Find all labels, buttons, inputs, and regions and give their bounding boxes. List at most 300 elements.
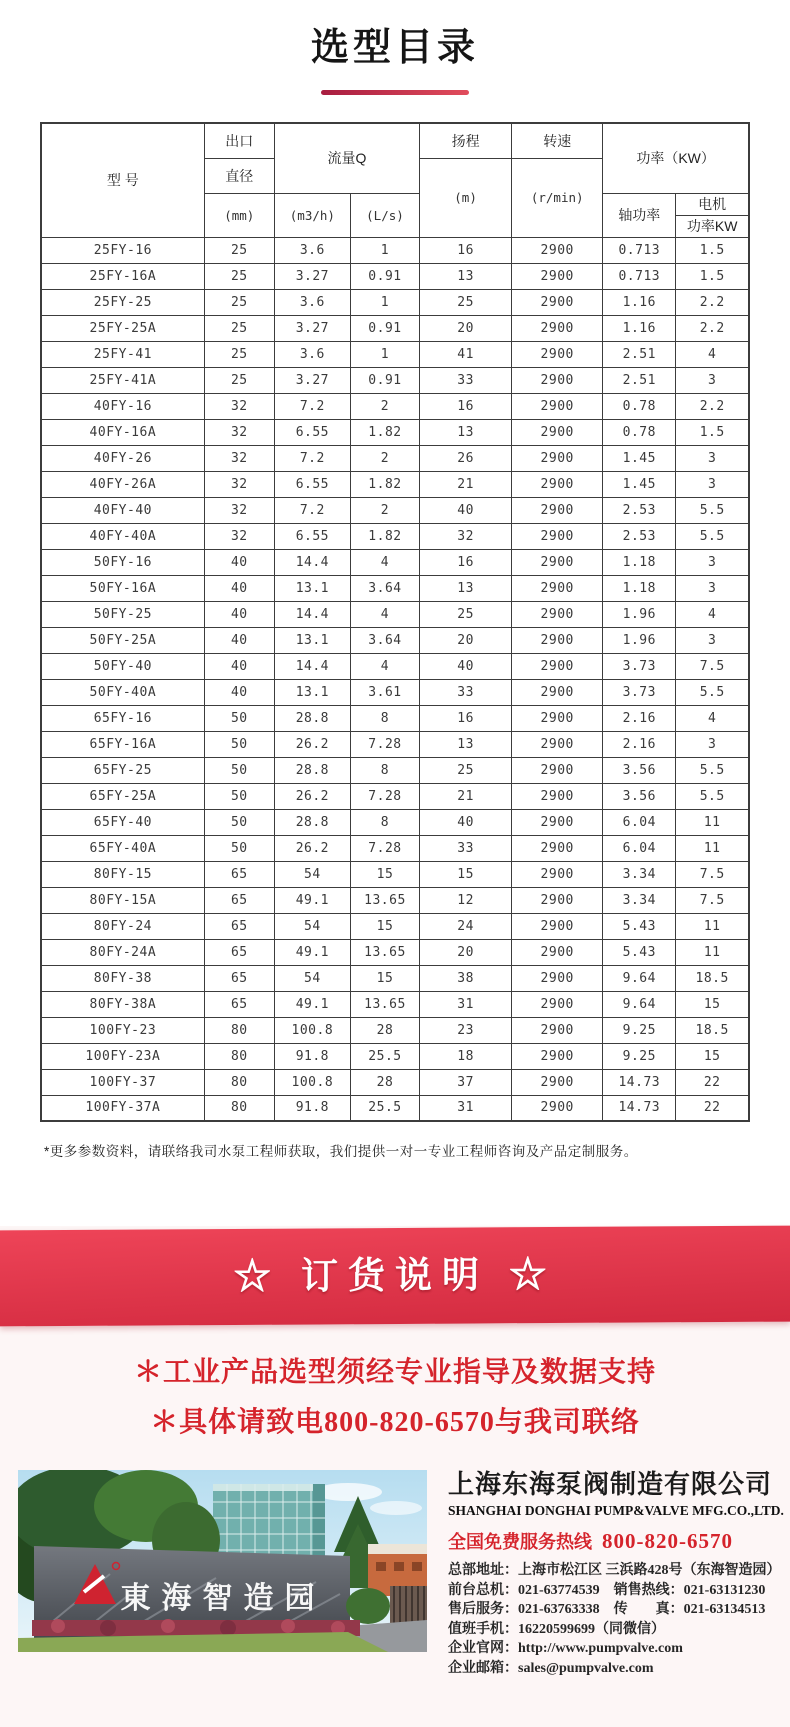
table-cell: 2900 (512, 1017, 603, 1043)
table-row (41, 601, 749, 627)
table-cell: 3.64 (350, 575, 419, 601)
table-cell: 9.25 (603, 1017, 676, 1043)
table-cell: 4 (350, 601, 419, 627)
table-cell: 3 (676, 731, 749, 757)
table-cell: 15 (420, 861, 512, 887)
table-cell: 1.96 (603, 627, 676, 653)
table-cell: 22 (676, 1095, 749, 1121)
table-cell: 38 (420, 965, 512, 991)
table-cell: 65 (204, 965, 274, 991)
table-cell: 2900 (512, 601, 603, 627)
table-cell: 32 (420, 523, 512, 549)
table-cell: 7.2 (274, 497, 350, 523)
table-row (41, 627, 749, 653)
table-cell: 18.5 (676, 965, 749, 991)
table-cell: 50FY-40 (41, 653, 204, 679)
company-name-en: SHANGHAI DONGHAI PUMP&VALVE MFG.CO.,LTD. (448, 1503, 784, 1518)
table-row (41, 549, 749, 575)
order-banner-title: ☆ 订货说明 ☆ (233, 1254, 557, 1297)
hotline-number: 800-820-6570 (602, 1529, 733, 1553)
table-row (41, 887, 749, 913)
table-cell: 65FY-40A (41, 835, 204, 861)
table-cell: 2900 (512, 705, 603, 731)
table-cell: 1.82 (350, 523, 419, 549)
col-header-flow: 流量Q (274, 123, 419, 193)
table-cell: 1.16 (603, 315, 676, 341)
table-cell: 2900 (512, 497, 603, 523)
table-cell: 50FY-16A (41, 575, 204, 601)
table-cell: 2 (350, 497, 419, 523)
table-row (41, 1069, 749, 1095)
table-row (41, 1017, 749, 1043)
table-cell: 50 (204, 835, 274, 861)
table-cell: 100FY-23 (41, 1017, 204, 1043)
table-cell: 16 (420, 237, 512, 263)
table-cell: 14.4 (274, 601, 350, 627)
table-row (41, 471, 749, 497)
table-row (41, 965, 749, 991)
table-cell: 31 (420, 991, 512, 1017)
table-cell: 15 (676, 1043, 749, 1069)
table-cell: 3.56 (603, 783, 676, 809)
campus-sign-text: 東海智造园 (120, 1582, 326, 1615)
table-cell: 2900 (512, 939, 603, 965)
table-cell: 2 (350, 445, 419, 471)
table-cell: 3.73 (603, 653, 676, 679)
table-cell: 40 (204, 627, 274, 653)
table-cell: 3.61 (350, 679, 419, 705)
order-notice-line-2: ＊具体请致电800-820-6570与我司联络 (150, 1407, 640, 1438)
table-cell: 13 (420, 575, 512, 601)
table-cell: 2.2 (676, 315, 749, 341)
col-header-head: 扬程 (420, 123, 512, 158)
table-cell: 21 (420, 783, 512, 809)
table-cell: 49.1 (274, 939, 350, 965)
table-cell: 2900 (512, 627, 603, 653)
table-cell: 4 (350, 653, 419, 679)
table-cell: 3.34 (603, 887, 676, 913)
table-cell: 16 (420, 393, 512, 419)
table-cell: 0.91 (350, 367, 419, 393)
table-cell: 40 (204, 549, 274, 575)
table-cell: 100FY-37 (41, 1069, 204, 1095)
table-cell: 25 (204, 367, 274, 393)
table-cell: 40FY-40A (41, 523, 204, 549)
table-cell: 22 (676, 1069, 749, 1095)
table-cell: 50 (204, 705, 274, 731)
table-cell: 16 (420, 549, 512, 575)
table-cell: 28 (350, 1017, 419, 1043)
table-cell: 15 (350, 965, 419, 991)
table-cell: 18.5 (676, 1017, 749, 1043)
col-header-head-unit: (m) (420, 158, 512, 237)
table-row (41, 523, 749, 549)
table-cell: 0.713 (603, 263, 676, 289)
order-notices (0, 1348, 790, 1448)
table-cell: 2900 (512, 237, 603, 263)
table-cell: 2900 (512, 1095, 603, 1121)
table-cell: 4 (676, 341, 749, 367)
table-cell: 80FY-24A (41, 939, 204, 965)
table-cell: 3 (676, 445, 749, 471)
table-cell: 1.82 (350, 419, 419, 445)
table-cell: 2900 (512, 445, 603, 471)
table-cell: 2900 (512, 263, 603, 289)
table-cell: 20 (420, 939, 512, 965)
table-cell: 11 (676, 835, 749, 861)
table-cell: 3.6 (274, 341, 350, 367)
table-cell: 2900 (512, 731, 603, 757)
table-cell: 25 (204, 341, 274, 367)
table-cell: 2900 (512, 471, 603, 497)
table-cell: 20 (420, 315, 512, 341)
table-row (41, 913, 749, 939)
table-cell: 16 (420, 705, 512, 731)
col-header-power: 功率（KW） (603, 123, 749, 193)
table-cell: 25.5 (350, 1043, 419, 1069)
table-cell: 80FY-15 (41, 861, 204, 887)
table-cell: 20 (420, 627, 512, 653)
order-notice-line-1: ＊工业产品选型须经专业指导及数据支持 (133, 1357, 656, 1388)
table-row (41, 393, 749, 419)
table-cell: 2.16 (603, 731, 676, 757)
table-cell: 2.51 (603, 367, 676, 393)
table-cell: 3.27 (274, 367, 350, 393)
table-cell: 80FY-15A (41, 887, 204, 913)
table-cell: 2.51 (603, 341, 676, 367)
table-note: *更多参数资料，请联络我司水泵工程师获取，我们提供一对一专业工程师咨询及产品定制服务。 (44, 1144, 638, 1159)
table-row (41, 653, 749, 679)
table-cell: 80 (204, 1017, 274, 1043)
table-cell: 65 (204, 913, 274, 939)
col-header-model: 型 号 (41, 123, 204, 237)
table-cell: 2900 (512, 523, 603, 549)
contact-list (448, 1561, 784, 1678)
table-cell: 2900 (512, 965, 603, 991)
table-cell: 65 (204, 939, 274, 965)
table-cell: 33 (420, 367, 512, 393)
table-cell: 2900 (512, 861, 603, 887)
table-cell: 1.5 (676, 263, 749, 289)
table-cell: 65FY-40 (41, 809, 204, 835)
table-cell: 13.65 (350, 887, 419, 913)
table-cell: 12 (420, 887, 512, 913)
table-row (41, 783, 749, 809)
table-cell: 5.43 (603, 913, 676, 939)
table-cell: 1.5 (676, 237, 749, 263)
table-cell: 0.78 (603, 419, 676, 445)
table-cell: 21 (420, 471, 512, 497)
table-cell: 2.53 (603, 497, 676, 523)
table-cell: 25FY-16A (41, 263, 204, 289)
table-cell: 8 (350, 757, 419, 783)
table-cell: 7.28 (350, 783, 419, 809)
table-cell: 7.5 (676, 887, 749, 913)
col-header-flow-m3h-unit: (m3/h) (274, 193, 350, 237)
spec-table-body (41, 237, 749, 1121)
table-cell: 2.53 (603, 523, 676, 549)
table-cell: 0.78 (603, 393, 676, 419)
table-cell: 2900 (512, 419, 603, 445)
order-section (0, 1226, 790, 1727)
table-cell: 40 (420, 653, 512, 679)
table-cell: 32 (204, 445, 274, 471)
table-cell: 13 (420, 263, 512, 289)
table-cell: 80 (204, 1069, 274, 1095)
table-cell: 31 (420, 1095, 512, 1121)
table-cell: 50 (204, 809, 274, 835)
table-cell: 3.64 (350, 627, 419, 653)
table-cell: 13 (420, 419, 512, 445)
table-row (41, 289, 749, 315)
table-cell: 2.16 (603, 705, 676, 731)
table-cell: 15 (350, 861, 419, 887)
table-cell: 1 (350, 289, 419, 315)
table-row (41, 315, 749, 341)
table-cell: 40 (204, 575, 274, 601)
table-cell: 6.55 (274, 523, 350, 549)
table-cell: 2900 (512, 1043, 603, 1069)
table-cell: 1.16 (603, 289, 676, 315)
table-cell: 1.45 (603, 471, 676, 497)
table-cell: 40 (204, 679, 274, 705)
table-cell: 40FY-26A (41, 471, 204, 497)
table-cell: 26.2 (274, 783, 350, 809)
table-cell: 3 (676, 471, 749, 497)
table-row (41, 991, 749, 1017)
table-cell: 49.1 (274, 991, 350, 1017)
table-cell: 2900 (512, 991, 603, 1017)
table-cell: 1 (350, 341, 419, 367)
table-cell: 3 (676, 367, 749, 393)
table-cell: 65FY-25A (41, 783, 204, 809)
col-header-shaft-power: 轴功率 (603, 193, 676, 237)
table-cell: 2900 (512, 809, 603, 835)
table-cell: 80FY-38A (41, 991, 204, 1017)
table-cell: 15 (676, 991, 749, 1017)
table-cell: 32 (204, 523, 274, 549)
table-cell: 40 (204, 653, 274, 679)
contact-duty-mobile: 值班手机：16220599699（同微信） (448, 1621, 665, 1637)
table-cell: 3 (676, 549, 749, 575)
table-cell: 25 (420, 757, 512, 783)
table-cell: 18 (420, 1043, 512, 1069)
table-cell: 25 (204, 263, 274, 289)
table-row (41, 263, 749, 289)
table-cell: 28.8 (274, 809, 350, 835)
table-cell: 80 (204, 1095, 274, 1121)
table-cell: 50FY-25 (41, 601, 204, 627)
table-cell: 1.96 (603, 601, 676, 627)
table-cell: 14.73 (603, 1069, 676, 1095)
order-banner (0, 1226, 790, 1327)
col-header-motor-power: 功率KW (676, 215, 749, 237)
table-row (41, 835, 749, 861)
table-cell: 50FY-40A (41, 679, 204, 705)
table-cell: 3.27 (274, 315, 350, 341)
table-cell: 50FY-25A (41, 627, 204, 653)
table-cell: 13.65 (350, 991, 419, 1017)
table-cell: 2900 (512, 835, 603, 861)
table-cell: 80FY-38 (41, 965, 204, 991)
table-cell: 25FY-41 (41, 341, 204, 367)
table-row (41, 497, 749, 523)
table-cell: 9.25 (603, 1043, 676, 1069)
table-row (41, 575, 749, 601)
table-cell: 100.8 (274, 1069, 350, 1095)
contact-after-sales: 售后服务：021-63763338 传 真：021-63134513 (448, 1602, 766, 1617)
table-cell: 7.28 (350, 835, 419, 861)
table-cell: 8 (350, 705, 419, 731)
col-header-speed: 转速 (512, 123, 603, 158)
table-cell: 50 (204, 783, 274, 809)
table-cell: 100FY-37A (41, 1095, 204, 1121)
col-header-outlet: 出口 (204, 123, 274, 158)
company-info (448, 1468, 784, 1678)
table-cell: 25 (420, 601, 512, 627)
contact-address: 总部地址：上海市松江区 三浜路428号（东海智造园） (448, 1563, 781, 1578)
table-row (41, 1095, 749, 1121)
table-cell: 25 (204, 237, 274, 263)
table-cell: 54 (274, 965, 350, 991)
table-cell: 32 (204, 393, 274, 419)
table-cell: 65FY-16 (41, 705, 204, 731)
table-cell: 37 (420, 1069, 512, 1095)
table-cell: 9.64 (603, 965, 676, 991)
table-cell: 2.2 (676, 289, 749, 315)
table-cell: 25FY-25 (41, 289, 204, 315)
table-cell: 13.1 (274, 679, 350, 705)
col-header-diameter: 直径 (204, 158, 274, 193)
table-cell: 5.5 (676, 783, 749, 809)
table-cell: 14.73 (603, 1095, 676, 1121)
contact-email: 企业邮箱：sales@pumpvalve.com (448, 1660, 654, 1676)
table-cell: 2900 (512, 1069, 603, 1095)
table-row (41, 939, 749, 965)
table-cell: 41 (420, 341, 512, 367)
table-cell: 6.55 (274, 471, 350, 497)
table-cell: 23 (420, 1017, 512, 1043)
table-cell: 80FY-24 (41, 913, 204, 939)
hotline-label: 全国免费服务热线 (448, 1532, 592, 1552)
table-cell: 25FY-41A (41, 367, 204, 393)
table-cell: 40 (420, 497, 512, 523)
table-cell: 2 (350, 393, 419, 419)
table-cell: 11 (676, 939, 749, 965)
table-cell: 2900 (512, 757, 603, 783)
table-cell: 2900 (512, 913, 603, 939)
table-cell: 40FY-16A (41, 419, 204, 445)
table-cell: 3.73 (603, 679, 676, 705)
table-cell: 0.713 (603, 237, 676, 263)
table-cell: 5.43 (603, 939, 676, 965)
table-cell: 5.5 (676, 497, 749, 523)
table-cell: 4 (676, 705, 749, 731)
table-cell: 40FY-26 (41, 445, 204, 471)
table-cell: 3.56 (603, 757, 676, 783)
table-row (41, 445, 749, 471)
table-cell: 13.1 (274, 627, 350, 653)
table-cell: 49.1 (274, 887, 350, 913)
table-cell: 50FY-16 (41, 549, 204, 575)
table-cell: 7.28 (350, 731, 419, 757)
table-cell: 3.34 (603, 861, 676, 887)
table-cell: 65 (204, 991, 274, 1017)
table-cell: 0.91 (350, 263, 419, 289)
table-cell: 0.91 (350, 315, 419, 341)
table-cell: 50 (204, 731, 274, 757)
spec-table (40, 122, 750, 1122)
table-cell: 7.5 (676, 861, 749, 887)
table-cell: 8 (350, 809, 419, 835)
contact-website: 企业官网：http://www.pumpvalve.com (448, 1641, 683, 1656)
table-cell: 7.2 (274, 393, 350, 419)
table-cell: 25 (204, 315, 274, 341)
table-row (41, 757, 749, 783)
company-name-cn: 上海东海泵阀制造有限公司 (448, 1469, 773, 1499)
table-cell: 26 (420, 445, 512, 471)
table-cell: 1.45 (603, 445, 676, 471)
table-cell: 2.2 (676, 393, 749, 419)
table-cell: 13.65 (350, 939, 419, 965)
table-cell: 2900 (512, 679, 603, 705)
table-cell: 25FY-16 (41, 237, 204, 263)
table-cell: 7.2 (274, 445, 350, 471)
table-cell: 24 (420, 913, 512, 939)
table-cell: 33 (420, 679, 512, 705)
table-row (41, 237, 749, 263)
table-cell: 2900 (512, 367, 603, 393)
spec-table-header (41, 123, 749, 237)
table-cell: 3.27 (274, 263, 350, 289)
table-row (41, 731, 749, 757)
table-row (41, 809, 749, 835)
table-cell: 15 (350, 913, 419, 939)
table-cell: 2900 (512, 575, 603, 601)
col-header-motor: 电机 (676, 193, 749, 215)
table-cell: 28.8 (274, 757, 350, 783)
table-cell: 25.5 (350, 1095, 419, 1121)
table-cell: 28 (350, 1069, 419, 1095)
table-cell: 91.8 (274, 1043, 350, 1069)
col-header-flow-ls-unit: (L/s) (350, 193, 419, 237)
table-cell: 33 (420, 835, 512, 861)
table-cell: 40FY-40 (41, 497, 204, 523)
page-title: 选型目录 (310, 27, 479, 69)
table-cell: 1.18 (603, 549, 676, 575)
title-underline (321, 90, 469, 95)
table-cell: 13.1 (274, 575, 350, 601)
table-row (41, 705, 749, 731)
table-cell: 40 (204, 601, 274, 627)
table-cell: 32 (204, 419, 274, 445)
table-cell: 54 (274, 861, 350, 887)
table-cell: 54 (274, 913, 350, 939)
table-cell: 32 (204, 497, 274, 523)
table-cell: 3 (676, 575, 749, 601)
table-cell: 32 (204, 471, 274, 497)
table-cell: 2900 (512, 315, 603, 341)
table-cell: 3 (676, 627, 749, 653)
table-row (41, 367, 749, 393)
table-cell: 1.18 (603, 575, 676, 601)
table-row (41, 679, 749, 705)
table-cell: 65FY-25 (41, 757, 204, 783)
table-cell: 13 (420, 731, 512, 757)
table-cell: 25 (204, 289, 274, 315)
table-cell: 40 (420, 809, 512, 835)
table-row (41, 861, 749, 887)
